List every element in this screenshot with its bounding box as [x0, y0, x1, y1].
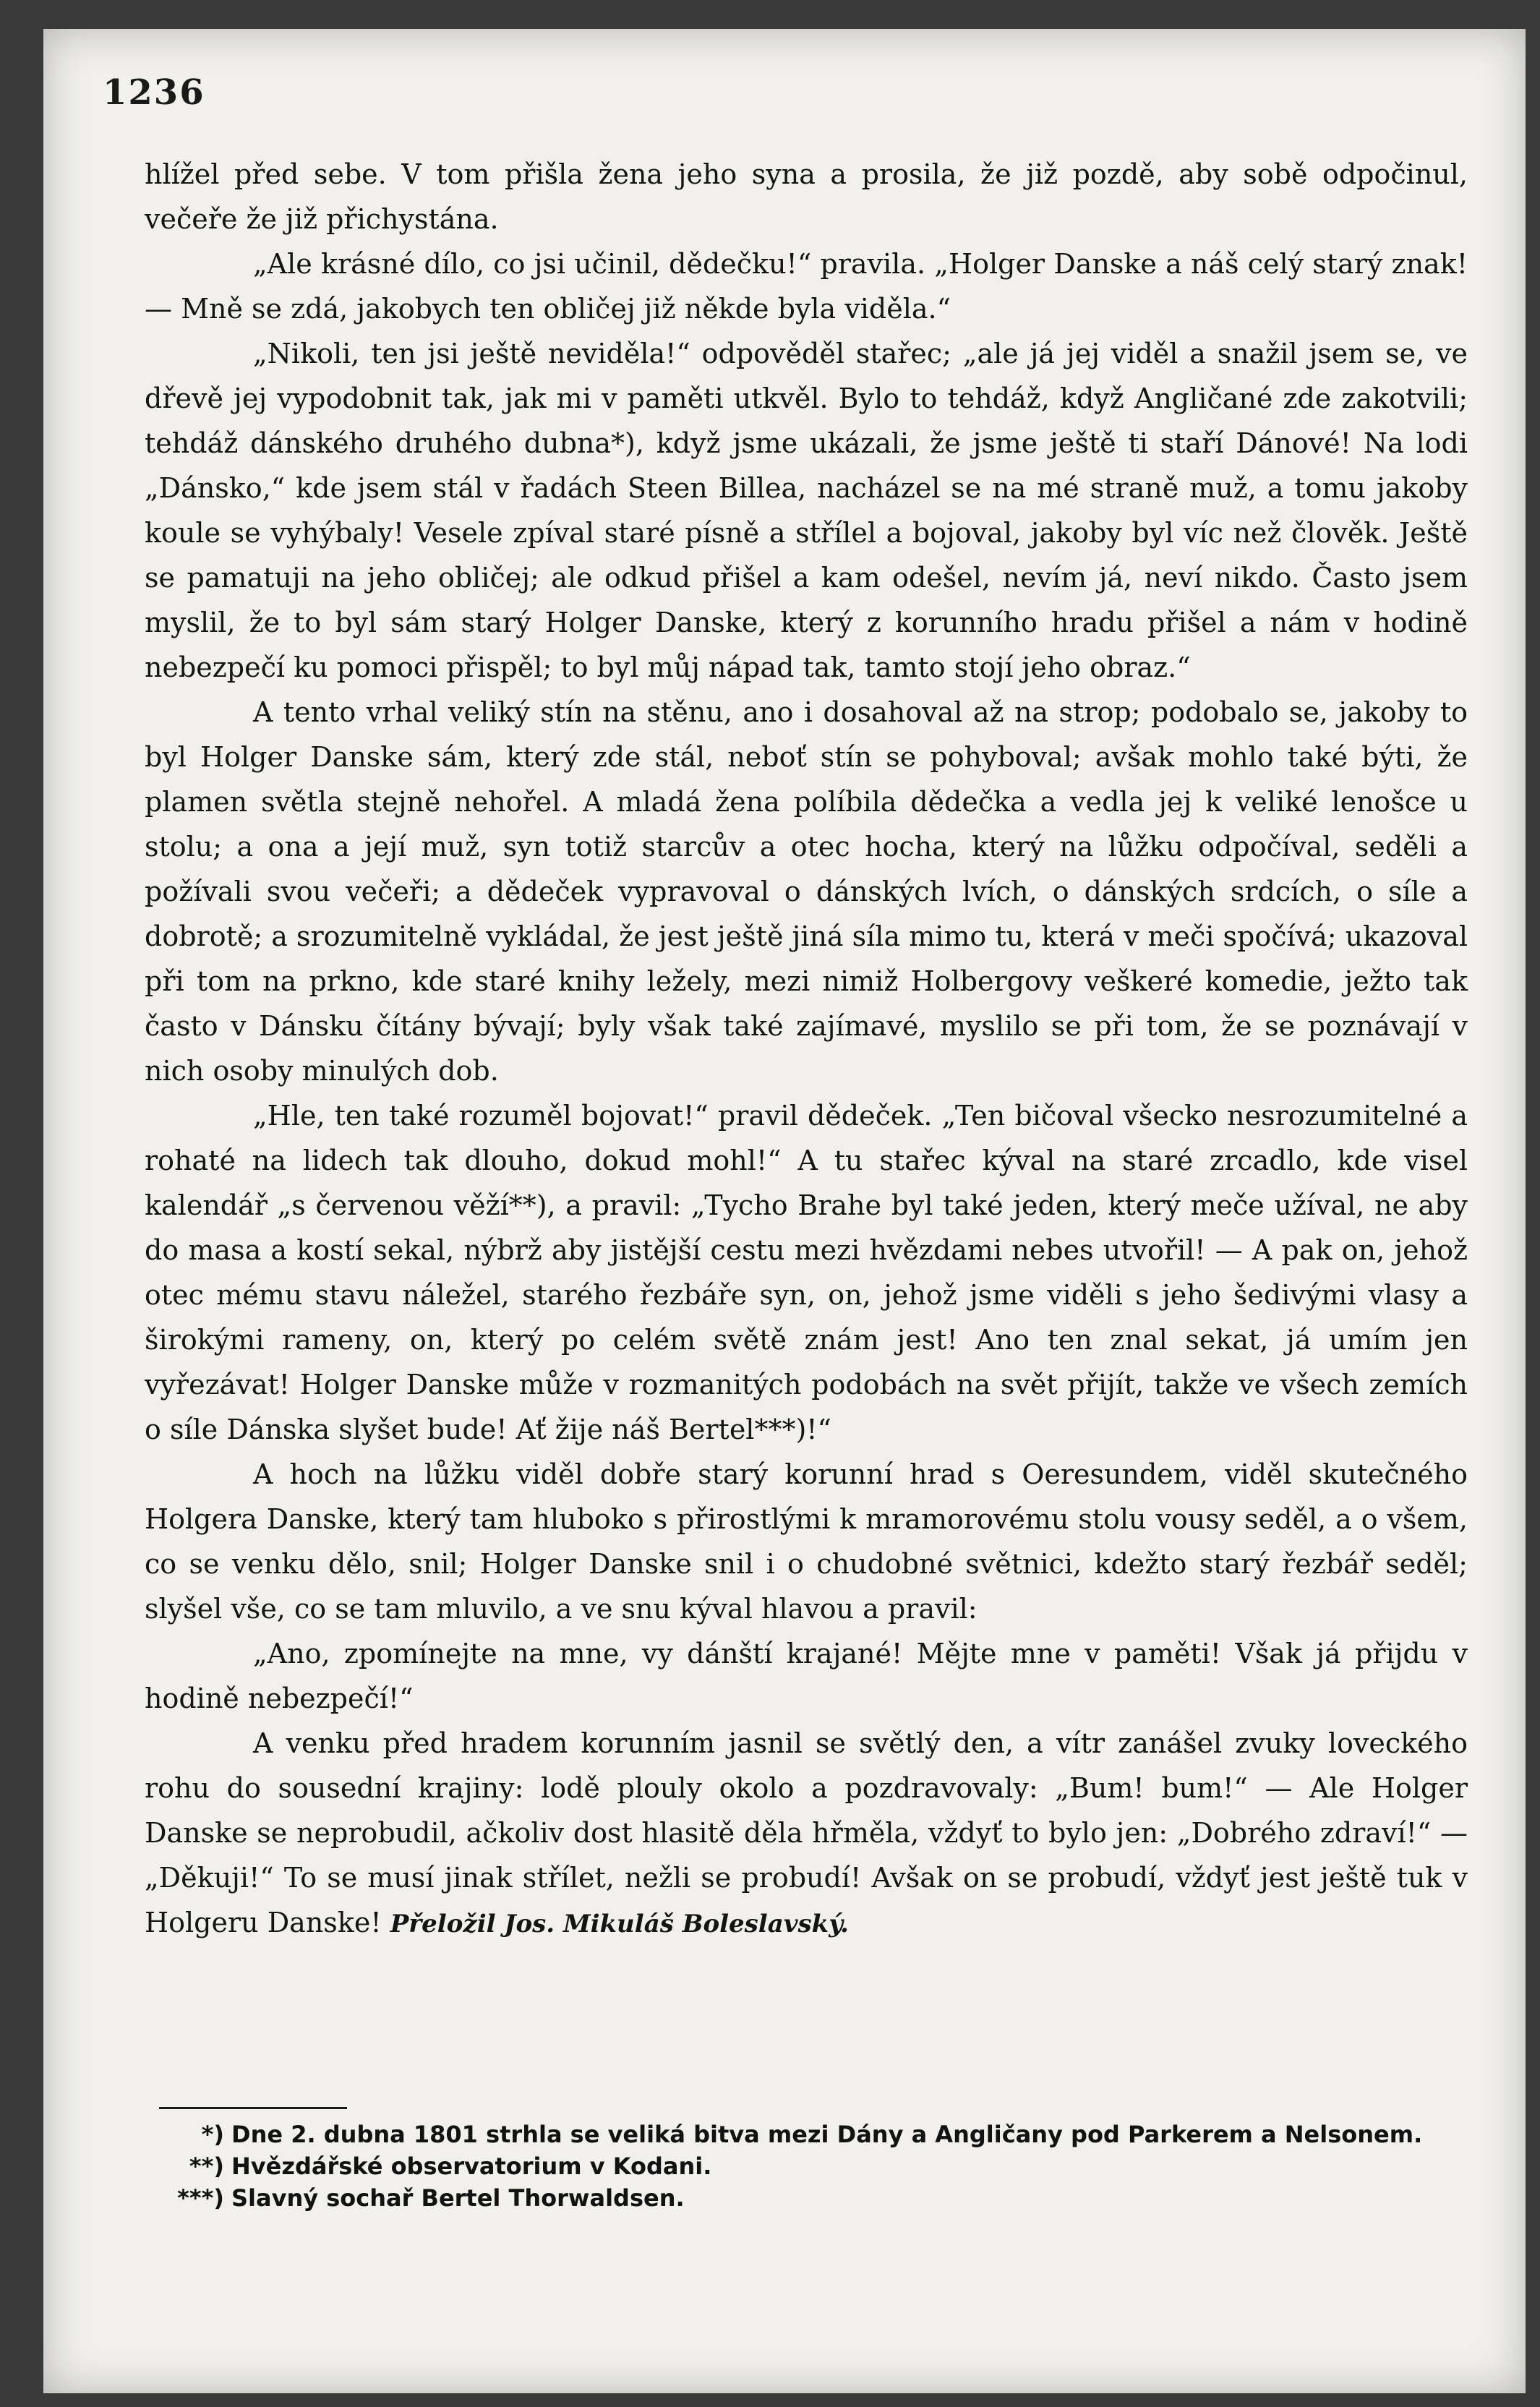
article-body: [145, 152, 1468, 1946]
footnote-text: Hvězdářské observatorium v Kodani.: [231, 2152, 712, 2180]
footnote-1: [145, 2119, 1468, 2150]
footnote-text: Slavný sochař Bertel Thorwaldsen.: [231, 2184, 685, 2212]
footnote-divider: [159, 2107, 347, 2109]
paragraph-5: „Hle, ten také rozuměl bojovat!“ pravil dědeček. „Ten bičoval všecko nesrozumitelné a rohaté na lidech tak dlouho, dokud mohl!“ A tu stařec kýval na staré zrcadlo, kde visel kalendář „s červenou věží**), a pravil: „Tycho Brahe byl také jeden, který meče užíval, ne aby do masa a kostí sekal, nýbrž aby jistější cestu mezi hvězdami nebes utvořil! — A pak on, jehož otec mému stavu náležel, starého řezbáře syn, on, jehož jsme viděli s jeho šedivými vlasy a širokými rameny, on, který po celém světě znám jest! Ano ten znal sekat, já umím jen vyřezávat! Holger Danske může v rozmanitých podobách na svět přijít, takže ve všech zemích o síle Dánska slyšet bude! Ať žije náš Bertel***)!“: [145, 1100, 1468, 1445]
paragraph-2: „Ale krásné dílo, co jsi učinil, dědečku!“ pravila. „Holger Danske a náš celý starý znak! — Mně se zdá, jakobych ten obličej již někde byla viděla.“: [145, 248, 1468, 325]
paragraph-3: „Nikoli, ten jsi ještě neviděla!“ odpověděl stařec; „ale já jej viděl a snažil jsem se, ve dřevě jej vypodobnit tak, jak mi v paměti utkvěl. Bylo to tehdáž, když Angličané zde zakotvili; tehdáž dánského druhého dubna*), když jsme ukázali, že jsme ještě ti staří Dánové! Na lodi „Dánsko,“ kde jsem stál v řadách Steen Billea, nacházel se na mé straně muž, a tomu jakoby koule se vyhýbaly! Vesele zpíval staré písně a střílel a bojoval, jakoby byl víc než člověk. Ještě se pamatuji na jeho obličej; ale odkud přišel a kam odešel, nevím já, neví nikdo. Často jsem myslil, že to byl sám starý Holger Danske, který z korunního hradu přišel a nám v hodině nebezpečí ku pomoci přispěl; to byl můj nápad tak, tamto stojí jeho obraz.“: [145, 338, 1468, 683]
footnote-2: [145, 2150, 1468, 2182]
footnote-mark: *): [201, 2121, 224, 2148]
paragraph-8-text: A venku před hradem korunním jasnil se světlý den, a vítr zanášel zvuky loveckého rohu do sousední krajiny: lodě plouly okolo a pozdravovaly: „Bum! bum!“ — Ale Holger Danske se neprobudil, ačkoliv dost hlasitě děla hřměla, vždyť to bylo jen: „Dobrého zdraví!“ — „Děkuji!“ To se musí jinak střílet, nežli se probudí! Avšak on se probudí, vždyť jest ještě tuk v Holgeru Danske!: [145, 1727, 1468, 1938]
translator-signature: Přeložil Jos. Mikuláš Boleslavský.: [390, 1910, 849, 1938]
paragraph-7: „Ano, zpomínejte na mne, vy dánští krajané! Mějte mne v paměti! Však já přijdu v hodině nebezpečí!“: [145, 1638, 1468, 1714]
footnote-mark: **): [189, 2152, 224, 2180]
footnote-text: Dne 2. dubna 1801 strhla se veliká bitva mezi Dány a Angličany pod Parkerem a Nelsonem.: [231, 2121, 1423, 2148]
footnote-3: [145, 2182, 1468, 2214]
paragraph-4: A tento vrhal veliký stín na stěnu, ano i dosahoval až na strop; podobalo se, jakoby to byl Holger Danske sám, který zde stál, neboť stín se pohyboval; avšak mohlo také býti, že plamen světla stejně nehořel. A mladá žena políbila dědečka a vedla jej k veliké lenošce u stolu; a ona a její muž, syn totiž starcův a otec hocha, který na lůžku odpočíval, seděli a požívali svou večeři; a dědeček vypravoval o dánských lvích, o dánských srdcích, o síle a dobrotě; a srozumitelně vykládal, že jest ještě jiná síla mimo tu, která v meči spočívá; ukazoval při tom na prkno, kde staré knihy ležely, mezi nimiž Holbergovy veškeré komedie, ježto tak často v Dánsku čítány bývají; byly však také zajímavé, myslilo se při tom, že se poznávají v nich osoby minulých dob.: [145, 696, 1468, 1087]
paragraph-1: hlížel před sebe. V tom přišla žena jeho syna a prosila, že již pozdě, aby sobě odpočinul, večeře že již přichystána.: [145, 158, 1468, 235]
paragraph-8: [145, 1721, 1468, 1946]
paragraph-6: A hoch na lůžku viděl dobře starý korunní hrad s Oeresundem, viděl skutečného Holgera Danske, který tam hluboko s přirostlými k mramorovému stolu vousy seděl, a o všem, co se venku dělo, snil; Holger Danske snil i o chudobné světnici, kdežto starý řezbář seděl; slyšel vše, co se tam mluvilo, a ve snu kýval hlavou a pravil:: [145, 1458, 1468, 1625]
page-number: 1236: [103, 72, 205, 113]
footnote-mark: ***): [177, 2184, 224, 2212]
footnotes: [145, 2119, 1468, 2214]
